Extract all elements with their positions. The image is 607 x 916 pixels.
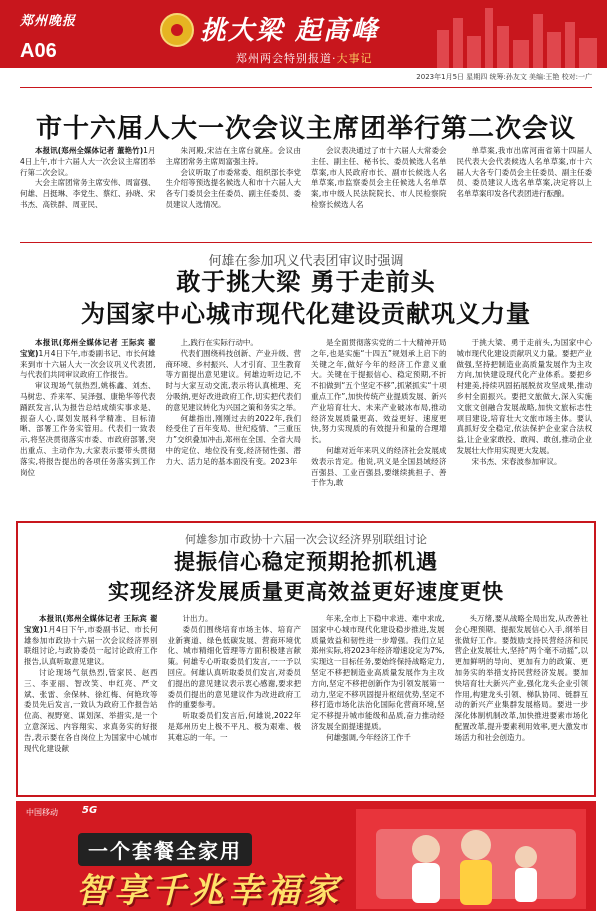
paragraph: 讨论现场气氛热烈,管家民、赵西三、李亚丽、智改笑、申红亮、严文斌、张雷、余保林、徐红梅、何艳玫等委员先后发言,一致认为政府工作报告站位高、视野宽、谋划深、举措实,是一个立意深远、内容翔实、求真务实的好报告,表示要在各自岗位上为国家中心城市现代化建设献 xyxy=(24,667,158,753)
dateline: 2023年1月5日 星期四 统筹:孙友文 美编:王艳 校对:一广 xyxy=(20,72,592,88)
advertisement-banner xyxy=(16,801,596,911)
paragraph-text: 1月4日下午,市委副书记、市长何雄参加市政协十六届一次会议经济界别联组讨论,与政协委员一起讨论政府工作报告,认真听取意见建议。 xyxy=(24,624,158,667)
paragraph: 上,践行在实际行动中。 xyxy=(180,338,258,347)
masthead xyxy=(0,0,607,68)
paragraph xyxy=(20,338,156,381)
paragraph: 单草案,我市出席河南省第十四届人民代表大会代表候选人名单草案,市十六届人大各专门委员会主任委员、副主任委员、委员建议人选名单草案,决定将以上名单草案印发各代表团进行酝酿。 xyxy=(456,146,592,199)
ad-slogan-line1: 一个套餐全家用 xyxy=(78,833,252,866)
byline: 本报讯(郑州全媒体记者 董艳竹) xyxy=(35,146,144,155)
article2-col4 xyxy=(457,338,593,514)
paragraph: 于挑大梁、勇于走前头,为国家中心城市现代化建设贡献巩义力量。要把产业做强,坚持把制造业高质量发展作为主攻方向,加快建设现代化产业体系。要把乡村建美,持续巩固拓展脱贫攻坚成果,推动乡村全面振兴。要把文旅做大,深入实施文旅文创融合发展战略,加快文旅标志性项目建设,培育壮大文旅市场主体。要认真抓好安全稳定,依法保护企业家合法权益,让企业家敢投、敢闯、敢创,推动企业发展壮大作用实现更大发展。 xyxy=(456,338,592,455)
city-skyline-illustration xyxy=(427,0,607,68)
paragraph: 会议听取了市委常委、组织部长李党生介绍等预选提名候选人和市十六届人大各专门委员会主任委员、副主任委员、委员建议人选情况。 xyxy=(165,167,301,209)
article3-col4 xyxy=(455,614,589,792)
article2-body xyxy=(20,338,592,514)
paragraph: 何雄对近年来巩义的经济社会发展成效表示肯定。他说,巩义是全国县域经济百强县、工业百强县,要继续挑担子、善于作为,敢 xyxy=(311,445,447,488)
byline: 本报讯(郑州全媒体记者 王际宾 翟宝宽) xyxy=(24,614,158,634)
paragraph: 何雄指出,刚刚过去的2022年,我们经受住了百年变局、世纪疫情、“三重压力”交织叠加冲击,郑州在全国、全省大局中的定位、地位没有变,经济韧性强、潜力大、活力足的基本面没有变。2023年 xyxy=(165,413,301,466)
article2-col1 xyxy=(20,338,156,514)
paragraph: 代表们围绕科技创新、产业升级、营商环境、乡村振兴、人才引育、卫生教育等方面提出意见建议。何雄边听边记,不时与大家互动交流,表示将认真梳理、充分吸纳,更好改进政府工作,切实把代表们的意见建议转化为兴国之策和务实之举。 xyxy=(165,348,301,412)
article3-kicker: 何雄参加市政协十六届一次会议经济界别联组讨论 xyxy=(185,533,427,546)
article1-title: 市十六届人大一次会议主席团举行第二次会议 xyxy=(35,114,576,144)
paragraph xyxy=(24,614,158,668)
subtitle-highlight: 大事记 xyxy=(336,52,373,65)
article1-col3 xyxy=(311,146,447,238)
article2-col2 xyxy=(166,338,302,514)
article2-col3 xyxy=(311,338,447,514)
divider xyxy=(20,242,592,243)
article2-title-line1: 敢于挑大梁 勇于走前头 xyxy=(176,268,436,296)
article3-title-line2: 实现经济发展质量更高效益更好速度更快 xyxy=(108,580,504,604)
paragraph: 是全面贯彻落实党的二十大精神开局之年,也是实施“十四五”规划承上启下的关键之年,做好今年的经济工作意义重大。关键在于提振信心、稳定预期,不折不扣做到“五个坚定不移”,抓紧抓实“十项重点工作”,加快传统产业提质发展、新兴产业培育壮大、未来产业破冰布局,推动经济发展质量更高、效益更好、速度更快,努力实现质的有效提升和量的合理增长。 xyxy=(311,338,447,445)
article1-body xyxy=(20,146,592,238)
paragraph: 委员们围绕培育市场主体、培育产业新赛道、绿色低碳发展、营商环境优化、城市精细化管理等方面积极建言献策。何雄专心听取委员们发言,一一予以回应。何雄认真听取委员们发言,对委员们提出的意见建议表示衷心感谢,要求把委员们提出的意见建议作为改进政府工作的重要参考。 xyxy=(167,624,301,710)
paragraph: 审议现场气氛热烈,姚栋鑫、刘杰、马树忠、乔来军、吴泽强、康艳华等代表踊跃发言,认为报告总结成绩实事求是、振奋人心,谋划发展科学精准、目标清晰、部署工作务实管用。代表们一致表示,将坚决贯彻落实市委、市政府部署,突出重点、主动作为,大家表示要带头贯彻落实,将报告提出的各项任务落实到工作岗位 xyxy=(20,381,156,477)
paragraph: 会议表决通过了市十六届人大常委会主任、副主任、秘书长、委员候选人名单草案,市人民政府市长、副市长候选人名单草案,市监察委员会主任候选人名单草案,市中级人民法院院长、市人民检察院检察长候选人名 xyxy=(311,146,447,209)
article3-col2 xyxy=(168,614,302,792)
subtitle-prefix: 郑州两会特别报道· xyxy=(236,52,337,65)
paragraph-text: 1月4日上午,市十六届人大一次会议主席团举行第二次会议。 xyxy=(20,146,156,177)
ad-slogan-line2: 智享千兆幸福家 xyxy=(76,871,342,911)
paragraph: 头万绪,要从战略全局出发,从改善社会心理预期、提振发展信心入手,纲举目张做好工作。要鼓励支持民营经济和民营企业发展壮大,坚持“两个毫不动摇”,以更加鲜明的导向、更加有力的政策、更加务实的举措支持民营经济发展。要加快培育壮大新兴产业,强化龙头企业引领作用,构建龙头引领、梯队协同、链群互动的新兴产业集群发展格局。要进一步深化体制机制改革,加快推进要素市场化配置改革,提升要素利用效率,更大激发市场活力和社会创造力。 xyxy=(454,614,588,742)
article1-col1 xyxy=(20,146,156,238)
article3-col3 xyxy=(311,614,445,792)
article3-body xyxy=(24,614,588,792)
newspaper-logo: 郑州晚报 xyxy=(20,14,77,29)
byline: 本报讯(郑州全媒体记者 王际宾 翟宝宽) xyxy=(20,338,156,358)
article1-col4 xyxy=(457,146,593,238)
paragraph: 何雄强调,今年经济工作千 xyxy=(326,732,411,742)
article2-kicker: 何雄在参加巩义代表团审议时强调 xyxy=(208,254,404,269)
paragraph: 听取委员们发言后,何雄说,2022年是郑州历史上极不平凡、极为艰难、极其难忘的一年。一 xyxy=(167,711,301,742)
paragraph xyxy=(20,146,156,178)
article2-title-line2: 为国家中心城市现代化建设贡献巩义力量 xyxy=(81,300,531,328)
china-mobile-logo: 中国移动 xyxy=(26,808,58,817)
paragraph-text: 1月4日下午,市委副书记、市长何雄来到市十六届人大一次会议巩义代表团,与代表们共同审议政府工作报告。 xyxy=(20,348,156,380)
paragraph: 大会主席团常务主席安伟、周富强、何雄、吕挺琳、李党生、蔡红、孙晓、宋书杰、高铁群、周亚民、 xyxy=(20,178,156,209)
paragraph: 年来,全市上下稳中求进、难中求成,国家中心城市现代化建设稳步推进,发展质量效益和韧性进一步增强。我们立足郑州实际,将2023年经济增速设定为7%,实现这一目标任务,要始终保持战略定力,坚定不移把制造业高质量发展作为主攻方向,坚定不移把创新作为引领发展第一动力,坚定不移巩固提升枢纽优势,坚定不移打造市场化法治化国际化营商环境,坚定不移提升城市能级和品质,奋力推动经济发展全面提速提质。 xyxy=(311,614,445,731)
family-photo-illustration xyxy=(356,809,586,909)
section-title: 挑大梁 起高峰 xyxy=(200,16,380,46)
emblem-icon xyxy=(160,13,194,47)
article1-col2 xyxy=(166,146,302,238)
5g-badge: 5G xyxy=(82,805,98,816)
paragraph: 计出力。 xyxy=(182,614,213,623)
section-subtitle xyxy=(236,50,373,66)
paragraph: 朱河殿,宋洁在主席台就座。会议由主席团常务主席周富强主持。 xyxy=(165,146,301,166)
page-number: A06 xyxy=(20,40,57,62)
article3-col1 xyxy=(24,614,158,792)
article3-title-line1: 提振信心稳定预期抢抓机遇 xyxy=(174,550,438,574)
paragraph: 宋书杰、宋春波参加审议。 xyxy=(471,456,562,466)
